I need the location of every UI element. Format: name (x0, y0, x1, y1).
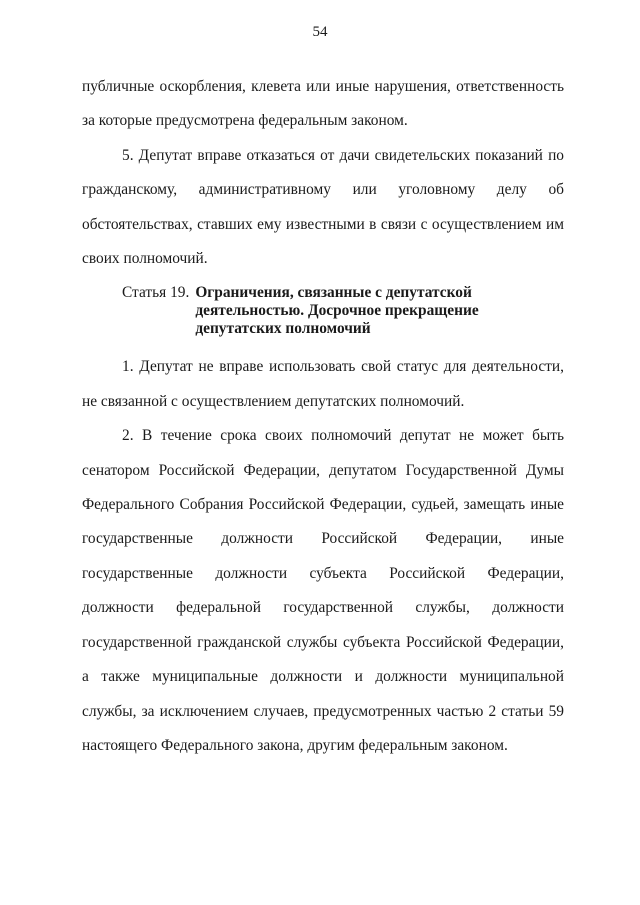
paragraph-item-2: 2. В течение срока своих полномочий депутат не может быть сенатором Российской Федерации, депутатом Государственной Думы Федерального Собрания Российской Федерации, судьей, замещать иные государственные должности Российской Федерации, иные государственные должности субъекта Российской Федерации, должности федеральной государственной службы, должности государственной гражданской службы субъекта Российской Федерации, а также муниципальные должности и должности муниципальной службы, за исключением случаев, предусмотренных частью 2 статьи 59 настоящего Федерального закона, другим федеральным законом. (82, 427, 564, 754)
article-number: Статья 19. (122, 284, 190, 302)
paragraph-item-5: 5. Депутат вправе отказаться от дачи свидетельских показаний по гражданскому, административному или уголовному делу об обстоятельствах, ставших ему известными в связи с осуществлением им своих полномочий. (82, 146, 564, 268)
article-heading (82, 284, 564, 338)
paragraph-continuation: публичные оскорбления, клевета или иные нарушения, ответственность за которые предусмотрена федеральным законом. (82, 78, 564, 130)
page-number: 54 (312, 24, 328, 40)
article-title: Ограничения, связанные с депутатской деятельностью. Досрочное прекращение депутатских полномочий (195, 284, 479, 338)
paragraph-item-1: 1. Депутат не вправе использовать свой статус для деятельности, не связанной с осуществлением депутатских полномочий. (82, 358, 564, 410)
document-body (82, 70, 564, 763)
